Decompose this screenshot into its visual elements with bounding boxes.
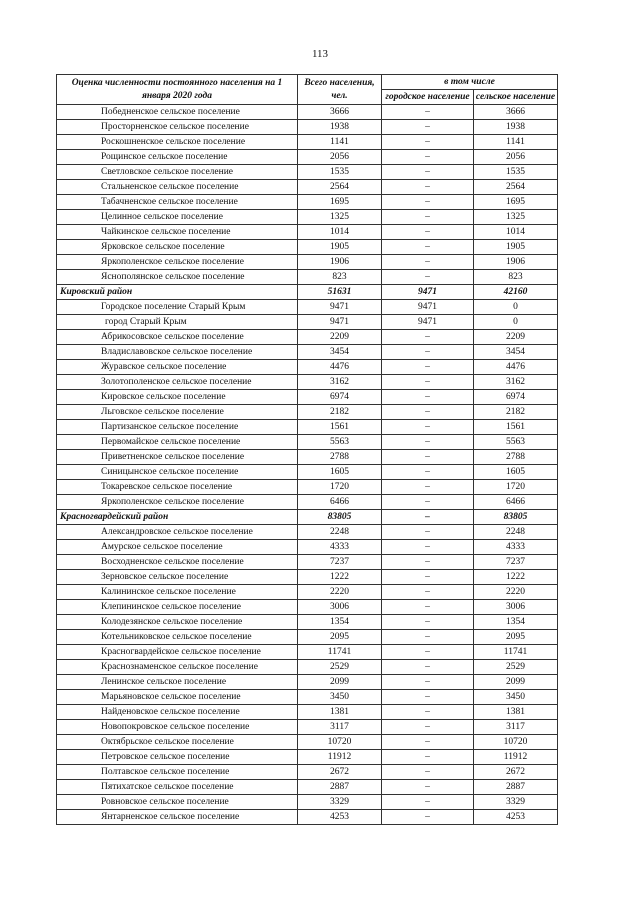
rural-population-cell: 42160 [474,285,558,300]
total-population-cell: 9471 [298,300,382,315]
total-population-cell: 11912 [298,750,382,765]
settlement-name-cell: Токаревское сельское поселение [57,480,298,495]
settlement-name-cell: Зерновское сельское поселение [57,570,298,585]
settlement-name-cell: Роскошненское сельское поселение [57,135,298,150]
total-population-cell: 2672 [298,765,382,780]
table-row [57,210,558,225]
district-name-cell: Красногвардейский район [57,510,298,525]
urban-population-cell: – [382,765,474,780]
urban-population-cell: – [382,135,474,150]
header-total-population: Всего населения, чел. [298,75,382,105]
table-row [57,795,558,810]
total-population-cell: 1561 [298,420,382,435]
header-estimate-title: Оценка численности постоянного населения на 1 января 2020 года [57,75,298,105]
urban-population-cell: – [382,795,474,810]
urban-population-cell: – [382,630,474,645]
rural-population-cell: 11912 [474,750,558,765]
table-row [57,360,558,375]
total-population-cell: 2887 [298,780,382,795]
urban-population-cell: – [382,810,474,825]
urban-population-cell: – [382,120,474,135]
settlement-name-cell: Найденовское сельское поселение [57,705,298,720]
urban-population-cell: – [382,450,474,465]
urban-population-cell: – [382,510,474,525]
rural-population-cell: 2529 [474,660,558,675]
table-row [57,135,558,150]
table-row [57,270,558,285]
total-population-cell: 83805 [298,510,382,525]
total-population-cell: 3454 [298,345,382,360]
rural-population-cell: 3162 [474,375,558,390]
table-row [57,600,558,615]
total-population-cell: 7237 [298,555,382,570]
rural-population-cell: 3006 [474,600,558,615]
total-population-cell: 1325 [298,210,382,225]
total-population-cell: 2182 [298,405,382,420]
district-row [57,510,558,525]
urban-population-cell: – [382,675,474,690]
settlement-name-cell: Новопокровское сельское поселение [57,720,298,735]
total-population-cell: 2529 [298,660,382,675]
rural-population-cell: 1141 [474,135,558,150]
table-row [57,570,558,585]
rural-population-cell: 83805 [474,510,558,525]
header-urban-population: городское население [382,90,474,105]
settlement-name-cell: Ленинское сельское поселение [57,675,298,690]
rural-population-cell: 1905 [474,240,558,255]
urban-population-cell: – [382,780,474,795]
rural-population-cell: 10720 [474,735,558,750]
total-population-cell: 3117 [298,720,382,735]
urban-population-cell: – [382,705,474,720]
total-population-cell: 1695 [298,195,382,210]
urban-population-cell: 9471 [382,315,474,330]
urban-population-cell: – [382,465,474,480]
table-row [57,300,558,315]
total-population-cell: 1605 [298,465,382,480]
table-row [57,315,558,330]
table-row [57,120,558,135]
rural-population-cell: 2220 [474,585,558,600]
total-population-cell: 3006 [298,600,382,615]
urban-population-cell: – [382,360,474,375]
table-row [57,165,558,180]
settlement-name-cell: город Старый Крым [57,315,298,330]
settlement-name-cell: Приветненское сельское поселение [57,450,298,465]
rural-population-cell: 4333 [474,540,558,555]
total-population-cell: 823 [298,270,382,285]
table-row [57,645,558,660]
urban-population-cell: – [382,345,474,360]
urban-population-cell: – [382,375,474,390]
settlement-name-cell: Пятихатское сельское поселение [57,780,298,795]
table-row [57,375,558,390]
total-population-cell: 1014 [298,225,382,240]
rural-population-cell: 0 [474,300,558,315]
settlement-name-cell: Партизанское сельское поселение [57,420,298,435]
rural-population-cell: 3450 [474,690,558,705]
urban-population-cell: – [382,435,474,450]
urban-population-cell: – [382,330,474,345]
rural-population-cell: 2788 [474,450,558,465]
rural-population-cell: 0 [474,315,558,330]
urban-population-cell: – [382,165,474,180]
urban-population-cell: – [382,570,474,585]
rural-population-cell: 3454 [474,345,558,360]
table-row [57,555,558,570]
total-population-cell: 1222 [298,570,382,585]
total-population-cell: 1381 [298,705,382,720]
rural-population-cell: 5563 [474,435,558,450]
total-population-cell: 2788 [298,450,382,465]
settlement-name-cell: Стальненское сельское поселение [57,180,298,195]
total-population-cell: 1720 [298,480,382,495]
urban-population-cell: – [382,750,474,765]
rural-population-cell: 1720 [474,480,558,495]
table-row [57,765,558,780]
population-table [56,74,558,825]
total-population-cell: 2095 [298,630,382,645]
settlement-name-cell: Колодезянское сельское поселение [57,615,298,630]
total-population-cell: 2056 [298,150,382,165]
settlement-name-cell: Яснополянское сельское поселение [57,270,298,285]
table-row [57,810,558,825]
urban-population-cell: – [382,480,474,495]
rural-population-cell: 4476 [474,360,558,375]
table-row [57,255,558,270]
total-population-cell: 51631 [298,285,382,300]
urban-population-cell: – [382,240,474,255]
urban-population-cell: – [382,180,474,195]
total-population-cell: 4333 [298,540,382,555]
settlement-name-cell: Красногвардейское сельское поселение [57,645,298,660]
settlement-name-cell: Журавское сельское поселение [57,360,298,375]
settlement-name-cell: Марьяновское сельское поселение [57,690,298,705]
urban-population-cell: – [382,150,474,165]
table-row [57,720,558,735]
settlement-name-cell: Ровновское сельское поселение [57,795,298,810]
urban-population-cell: 9471 [382,285,474,300]
rural-population-cell: 2564 [474,180,558,195]
rural-population-cell: 2095 [474,630,558,645]
settlement-name-cell: Ярковское сельское поселение [57,240,298,255]
district-row [57,285,558,300]
total-population-cell: 2248 [298,525,382,540]
settlement-name-cell: Золотополенское сельское поселение [57,375,298,390]
urban-population-cell: – [382,540,474,555]
rural-population-cell: 1906 [474,255,558,270]
total-population-cell: 2209 [298,330,382,345]
table-row [57,525,558,540]
total-population-cell: 11741 [298,645,382,660]
urban-population-cell: – [382,270,474,285]
total-population-cell: 10720 [298,735,382,750]
table-row [57,735,558,750]
urban-population-cell: – [382,420,474,435]
header-including: в том числе [382,75,558,90]
settlement-name-cell: Победненское сельское поселение [57,105,298,120]
urban-population-cell: – [382,735,474,750]
settlement-name-cell: Рощинское сельское поселение [57,150,298,165]
total-population-cell: 3329 [298,795,382,810]
header-rural-population: сельское население [474,90,558,105]
table-row [57,705,558,720]
rural-population-cell: 3666 [474,105,558,120]
settlement-name-cell: Янтарненское сельское поселение [57,810,298,825]
total-population-cell: 3666 [298,105,382,120]
table-row [57,390,558,405]
total-population-cell: 1141 [298,135,382,150]
urban-population-cell: – [382,555,474,570]
rural-population-cell: 1605 [474,465,558,480]
settlement-name-cell: Просторненское сельское поселение [57,120,298,135]
table-row [57,420,558,435]
rural-population-cell: 1014 [474,225,558,240]
settlement-name-cell: Калининское сельское поселение [57,585,298,600]
total-population-cell: 2099 [298,675,382,690]
rural-population-cell: 6974 [474,390,558,405]
table-row [57,675,558,690]
table-row [57,630,558,645]
urban-population-cell: – [382,600,474,615]
urban-population-cell: – [382,390,474,405]
table-row [57,195,558,210]
rural-population-cell: 2248 [474,525,558,540]
urban-population-cell: – [382,225,474,240]
urban-population-cell: – [382,645,474,660]
rural-population-cell: 1381 [474,705,558,720]
table-row [57,660,558,675]
district-name-cell: Кировский район [57,285,298,300]
settlement-name-cell: Амурское сельское поселение [57,540,298,555]
settlement-name-cell: Октябрьское сельское поселение [57,735,298,750]
urban-population-cell: 9471 [382,300,474,315]
total-population-cell: 6974 [298,390,382,405]
rural-population-cell: 6466 [474,495,558,510]
settlement-name-cell: Абрикосовское сельское поселение [57,330,298,345]
total-population-cell: 1906 [298,255,382,270]
settlement-name-cell: Чайкинское сельское поселение [57,225,298,240]
total-population-cell: 2220 [298,585,382,600]
table-row [57,450,558,465]
urban-population-cell: – [382,585,474,600]
rural-population-cell: 823 [474,270,558,285]
table-row [57,615,558,630]
rural-population-cell: 2887 [474,780,558,795]
rural-population-cell: 2056 [474,150,558,165]
rural-population-cell: 2182 [474,405,558,420]
settlement-name-cell: Синицынское сельское поселение [57,465,298,480]
total-population-cell: 1905 [298,240,382,255]
rural-population-cell: 1938 [474,120,558,135]
settlement-name-cell: Табачненское сельское поселение [57,195,298,210]
settlement-name-cell: Краснознаменское сельское поселение [57,660,298,675]
table-row [57,495,558,510]
settlement-name-cell: Целинное сельское поселение [57,210,298,225]
table-row [57,585,558,600]
total-population-cell: 4476 [298,360,382,375]
table-row [57,180,558,195]
table-row [57,435,558,450]
total-population-cell: 9471 [298,315,382,330]
settlement-name-cell: Городское поселение Старый Крым [57,300,298,315]
settlement-name-cell: Александровское сельское поселение [57,525,298,540]
total-population-cell: 2564 [298,180,382,195]
settlement-name-cell: Светловское сельское поселение [57,165,298,180]
table-row [57,345,558,360]
settlement-name-cell: Первомайское сельское поселение [57,435,298,450]
rural-population-cell: 11741 [474,645,558,660]
rural-population-cell: 1535 [474,165,558,180]
rural-population-cell: 1325 [474,210,558,225]
settlement-name-cell: Яркополенское сельское поселение [57,255,298,270]
total-population-cell: 1535 [298,165,382,180]
total-population-cell: 1938 [298,120,382,135]
settlement-name-cell: Полтавское сельское поселение [57,765,298,780]
total-population-cell: 3450 [298,690,382,705]
settlement-name-cell: Клепининское сельское поселение [57,600,298,615]
urban-population-cell: – [382,195,474,210]
urban-population-cell: – [382,525,474,540]
urban-population-cell: – [382,690,474,705]
total-population-cell: 6466 [298,495,382,510]
table-row [57,330,558,345]
table-row [57,465,558,480]
settlement-name-cell: Котельниковское сельское поселение [57,630,298,645]
page-number: 113 [311,48,329,60]
table-body [57,105,558,825]
total-population-cell: 5563 [298,435,382,450]
urban-population-cell: – [382,105,474,120]
table-row [57,225,558,240]
rural-population-cell: 1695 [474,195,558,210]
settlement-name-cell: Льговское сельское поселение [57,405,298,420]
table-row [57,750,558,765]
table-row [57,105,558,120]
settlement-name-cell: Кировское сельское поселение [57,390,298,405]
table-row [57,150,558,165]
urban-population-cell: – [382,660,474,675]
rural-population-cell: 4253 [474,810,558,825]
urban-population-cell: – [382,615,474,630]
settlement-name-cell: Яркополенское сельское поселение [57,495,298,510]
urban-population-cell: – [382,495,474,510]
rural-population-cell: 1561 [474,420,558,435]
settlement-name-cell: Владиславовское сельское поселение [57,345,298,360]
settlement-name-cell: Восходненское сельское поселение [57,555,298,570]
urban-population-cell: – [382,255,474,270]
total-population-cell: 3162 [298,375,382,390]
rural-population-cell: 2672 [474,765,558,780]
table-row [57,690,558,705]
rural-population-cell: 2099 [474,675,558,690]
urban-population-cell: – [382,720,474,735]
table-row [57,240,558,255]
table-row [57,780,558,795]
table-row [57,540,558,555]
settlement-name-cell: Петровское сельское поселение [57,750,298,765]
rural-population-cell: 3117 [474,720,558,735]
rural-population-cell: 7237 [474,555,558,570]
total-population-cell: 4253 [298,810,382,825]
table-row [57,405,558,420]
rural-population-cell: 1222 [474,570,558,585]
rural-population-cell: 3329 [474,795,558,810]
table-row [57,480,558,495]
urban-population-cell: – [382,405,474,420]
rural-population-cell: 1354 [474,615,558,630]
rural-population-cell: 2209 [474,330,558,345]
urban-population-cell: – [382,210,474,225]
total-population-cell: 1354 [298,615,382,630]
